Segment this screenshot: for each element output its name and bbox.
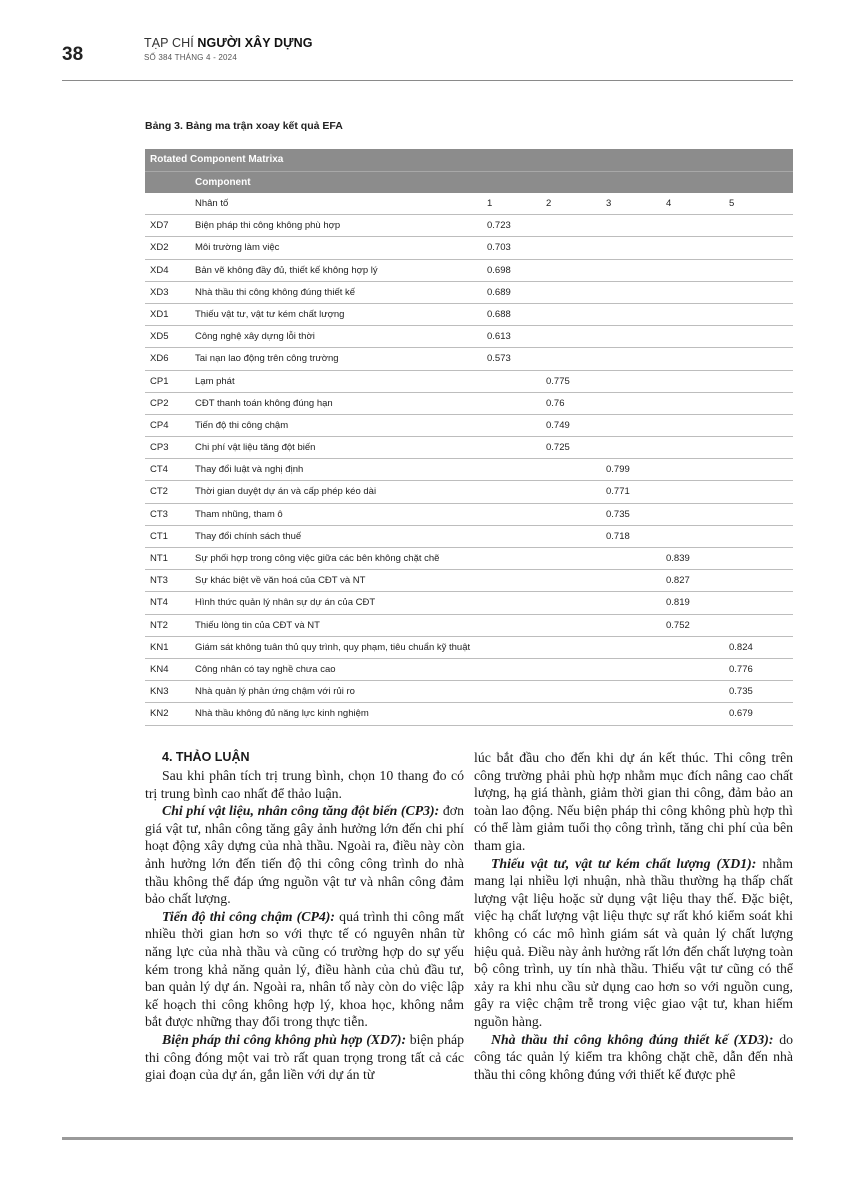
table-header-cell: 2 — [546, 198, 552, 209]
table-cell-code: XD3 — [150, 286, 169, 298]
table-cell-v5 — [729, 415, 789, 436]
table-cell-name: Thiếu lòng tin của CĐT và NT — [195, 619, 320, 631]
table-cell-name: Nhà thầu thi công không đúng thiết kế — [195, 286, 356, 298]
table-cell-code: KN1 — [150, 641, 169, 653]
table-row — [145, 703, 793, 725]
table-row — [145, 659, 793, 681]
table-cell-v3 — [606, 215, 666, 236]
table-cell-v4: 0.827 — [666, 575, 690, 587]
table-cell-code: XD7 — [150, 220, 169, 232]
table-cell-v2 — [546, 548, 606, 569]
table-cell-v2 — [546, 504, 606, 525]
table-cell-name: Nhà thầu không đủ năng lực kinh nghiệm — [195, 708, 369, 720]
paragraph-intro: Sau khi phân tích trị trung bình, chọn 10 thang đo có trị trung bình cao nhất để thảo luận. — [145, 768, 464, 801]
table-cell-v5: 0.824 — [729, 641, 753, 653]
table-row — [145, 393, 793, 415]
table-cell-v5 — [729, 504, 789, 525]
table-cell-code: NT4 — [150, 597, 168, 609]
table-row — [145, 548, 793, 570]
table-cell-v3 — [606, 703, 666, 724]
table-cell-v5: 0.776 — [729, 663, 753, 675]
paragraph-lead: Biện pháp thi công không phù hợp (XD7): — [162, 1031, 407, 1047]
table-cell-v2 — [546, 304, 606, 325]
table-cell-name: Giám sát không tuân thủ quy trình, quy phạm, tiêu chuẩn kỹ thuật — [195, 641, 471, 653]
table-cell-name: Thay đổi luật và nghị định — [195, 464, 304, 476]
table-cell-v3 — [606, 659, 666, 680]
table-cell-v2 — [546, 703, 606, 724]
table-row — [145, 504, 793, 526]
table-cell-v1 — [487, 659, 546, 680]
table-cell-name: Thời gian duyệt dự án và cấp phép kéo dài — [195, 486, 377, 498]
table-cell-v4 — [666, 304, 729, 325]
table-cell-v2 — [546, 592, 606, 613]
table-header-title: Rotated Component Matrixa — [145, 149, 793, 171]
table-header-cell: 3 — [606, 198, 612, 209]
table-cell-v1: 0.688 — [487, 308, 511, 320]
table-cell-v1 — [487, 504, 546, 525]
table-header-cell — [145, 193, 195, 214]
table-row — [145, 615, 793, 637]
table-cell-v1 — [487, 481, 546, 502]
table-cell-v2: 0.775 — [546, 375, 570, 387]
table-cell-code: KN4 — [150, 663, 169, 675]
table-cell-v3 — [606, 637, 666, 658]
paragraph-lead: Thiếu vật tư, vật tư kém chất lượng (XD1): — [491, 855, 757, 871]
table-cell-v5 — [729, 371, 789, 392]
table-cell-v3 — [606, 393, 666, 414]
table-body — [145, 215, 793, 725]
table-cell-v4 — [666, 415, 729, 436]
header-divider — [62, 80, 793, 81]
table-cell-v5 — [729, 215, 789, 236]
table-cell-v4 — [666, 348, 729, 369]
table-cell-v3 — [606, 592, 666, 613]
table-cell-v5 — [729, 260, 789, 281]
table-cell-v1: 0.573 — [487, 353, 511, 365]
table-cell-v2: 0.749 — [546, 419, 570, 431]
table-row — [145, 459, 793, 481]
table-cell-v5 — [729, 592, 789, 613]
table-cell-code: XD6 — [150, 353, 169, 365]
table-cell-name: Tai nạn lao động trên công trường — [195, 353, 339, 365]
paragraph-cp4 — [145, 908, 464, 1031]
table-cell-v4 — [666, 526, 729, 547]
table-cell-v3 — [606, 548, 666, 569]
page-number: 38 — [62, 44, 84, 65]
table-cell-v3 — [606, 371, 666, 392]
table-cell-name: Chi phí vật liệu tăng đột biến — [195, 442, 316, 454]
table-cell-v5 — [729, 570, 789, 591]
table-cell-v1: 0.703 — [487, 242, 511, 254]
table-cell-v2 — [546, 348, 606, 369]
table-cell-v5: 0.679 — [729, 708, 753, 720]
table-cell-v4 — [666, 215, 729, 236]
table-cell-code: CT1 — [150, 530, 168, 542]
table-header-component: Component — [145, 171, 793, 193]
journal-name — [144, 36, 313, 50]
table-cell-code: KN3 — [150, 686, 169, 698]
table-cell-code: KN2 — [150, 708, 169, 720]
table-cell-v1 — [487, 570, 546, 591]
table-cell-name: Môi trường làm việc — [195, 242, 280, 254]
table-cell-v1 — [487, 681, 546, 702]
table-cell-v2: 0.76 — [546, 397, 565, 409]
table-cell-v5 — [729, 459, 789, 480]
paragraph-lead: Nhà thầu thi công không đúng thiết kế (XD3): — [491, 1031, 774, 1047]
table-cell-v4 — [666, 282, 729, 303]
table-row — [145, 348, 793, 370]
table-caption: Bảng 3. Bảng ma trận xoay kết quả EFA — [145, 120, 343, 132]
table-cell-name: Sự khác biệt về văn hoá của CĐT và NT — [195, 575, 366, 587]
table-cell-name: Biện pháp thi công không phù hợp — [195, 220, 341, 232]
table-cell-v4 — [666, 326, 729, 347]
table-cell-code: CP3 — [150, 442, 169, 454]
table-cell-v4 — [666, 437, 729, 458]
table-cell-v2 — [546, 481, 606, 502]
table-cell-v5 — [729, 615, 789, 636]
table-cell-v3 — [606, 304, 666, 325]
table-cell-v2 — [546, 526, 606, 547]
table-row — [145, 570, 793, 592]
table-cell-name: Nhà quản lý phản ứng chậm với rủi ro — [195, 686, 355, 698]
table-cell-name: CĐT thanh toán không đúng hạn — [195, 397, 333, 409]
table-header-cell: Nhân tố — [195, 198, 229, 209]
table-cell-v2 — [546, 237, 606, 258]
table-row — [145, 371, 793, 393]
table-cell-v1 — [487, 703, 546, 724]
paragraph-body: quá trình thi công mất nhiều thời gian hơn so với thực tế có nguyên nhân từ năng lực của nhà thầu và cũng có trường hợp do sự yếu kém trong khả năng quản lý, điều hành của chủ đầu tư, ban quản lý dự án. Ngoài ra, nhân tố này còn do việc lập kế hoạch thi công không hợp lý, khoa học, không nắm bắt được những thay đổi trong thực tiễn. — [145, 908, 464, 1030]
table-cell-v5 — [729, 282, 789, 303]
table-cell-v2 — [546, 637, 606, 658]
table-cell-v5: 0.735 — [729, 686, 753, 698]
table-cell-code: CT3 — [150, 508, 168, 520]
table-cell-v2 — [546, 615, 606, 636]
table-row — [145, 215, 793, 237]
table-cell-v1 — [487, 459, 546, 480]
table-cell-v2 — [546, 260, 606, 281]
table-cell-v3 — [606, 570, 666, 591]
table-cell-v5 — [729, 237, 789, 258]
table-cell-v4 — [666, 659, 729, 680]
table-cell-v5 — [729, 304, 789, 325]
paragraph-lead: Chi phí vật liệu, nhân công tăng đột biến (CP3): — [162, 803, 440, 819]
table-row — [145, 681, 793, 703]
table-cell-v5 — [729, 548, 789, 569]
table-cell-v2 — [546, 681, 606, 702]
table-cell-v3 — [606, 260, 666, 281]
table-row — [145, 282, 793, 304]
table-header-cell: 1 — [487, 198, 493, 209]
table-cell-v3: 0.718 — [606, 530, 630, 542]
table-cell-v5 — [729, 481, 789, 502]
table-cell-v5 — [729, 326, 789, 347]
table-cell-v1 — [487, 592, 546, 613]
table-cell-v4: 0.752 — [666, 619, 690, 631]
journal-prefix: TẠP CHÍ — [144, 36, 194, 50]
table-cell-code: CP1 — [150, 375, 169, 387]
table-header-cell: 5 — [729, 198, 735, 209]
table-cell-v3 — [606, 437, 666, 458]
table-cell-v1 — [487, 526, 546, 547]
table-cell-v1 — [487, 548, 546, 569]
footer-divider — [62, 1137, 793, 1140]
table-cell-v2 — [546, 659, 606, 680]
table-cell-name: Lạm phát — [195, 375, 235, 387]
table-cell-v4: 0.819 — [666, 597, 690, 609]
paragraph-body: biện pháp thi công đóng một vai trò rất quan trọng trong tất cả các giai đoạn của dự án, gắn liền với dự án từ — [145, 1031, 464, 1083]
table-cell-name: Bản vẽ không đầy đủ, thiết kế không hợp lý — [195, 264, 378, 276]
article-column-left — [145, 749, 464, 1084]
paragraph-cp3 — [145, 802, 464, 908]
table-cell-v4 — [666, 481, 729, 502]
table-cell-v1 — [487, 637, 546, 658]
table-row — [145, 237, 793, 259]
table-cell-code: CP4 — [150, 419, 169, 431]
table-cell-v3 — [606, 415, 666, 436]
table-cell-v2 — [546, 326, 606, 347]
table-cell-v4 — [666, 371, 729, 392]
table-cell-v1: 0.698 — [487, 264, 511, 276]
table-cell-name: Thay đổi chính sách thuế — [195, 530, 302, 542]
table-cell-code: CT2 — [150, 486, 168, 498]
table-cell-v2 — [546, 282, 606, 303]
table-cell-v3 — [606, 681, 666, 702]
table-cell-v4 — [666, 504, 729, 525]
table-cell-v3 — [606, 615, 666, 636]
paragraph-body: do công tác quản lý kiểm tra không chặt chẽ, dẫn đến nhà thầu thi công không đúng với thiết kế được phê — [474, 1031, 793, 1082]
table-cell-code: NT3 — [150, 575, 168, 587]
table-cell-v3 — [606, 348, 666, 369]
table-cell-code: CT4 — [150, 464, 168, 476]
table-cell-code: XD1 — [150, 308, 169, 320]
table-cell-v5 — [729, 348, 789, 369]
table-cell-name: Tham nhũng, tham ô — [195, 508, 283, 520]
table-cell-v4 — [666, 681, 729, 702]
table-row — [145, 304, 793, 326]
table-row — [145, 592, 793, 614]
table-cell-name: Thiếu vật tư, vật tư kém chất lượng — [195, 308, 345, 320]
table-cell-v4 — [666, 260, 729, 281]
table-cell-v1: 0.689 — [487, 286, 511, 298]
table-row — [145, 260, 793, 282]
paragraph-xd3 — [474, 1031, 793, 1084]
table-cell-v3 — [606, 326, 666, 347]
efa-table — [145, 149, 793, 726]
table-column-header-row — [145, 193, 793, 215]
table-cell-v4 — [666, 237, 729, 258]
table-cell-v1 — [487, 371, 546, 392]
table-row — [145, 326, 793, 348]
table-row — [145, 437, 793, 459]
section-title: 4. THẢO LUẬN — [162, 750, 250, 764]
table-cell-v1 — [487, 415, 546, 436]
table-cell-v4 — [666, 393, 729, 414]
table-cell-v5 — [729, 526, 789, 547]
journal-issue: SỐ 384 THÁNG 4 - 2024 — [144, 53, 237, 62]
table-cell-v4 — [666, 703, 729, 724]
table-cell-name: Hình thức quản lý nhân sự dự án của CĐT — [195, 597, 376, 609]
table-cell-code: XD5 — [150, 331, 169, 343]
table-row — [145, 637, 793, 659]
table-cell-name: Sự phối hợp trong công việc giữa các bên không chặt chẽ — [195, 553, 440, 564]
table-row — [145, 415, 793, 437]
table-cell-v4: 0.839 — [666, 553, 690, 564]
table-cell-code: NT1 — [150, 553, 168, 564]
table-header-cell: 4 — [666, 198, 672, 209]
table-cell-v1 — [487, 615, 546, 636]
table-cell-v3: 0.799 — [606, 464, 630, 476]
table-cell-v1: 0.613 — [487, 331, 511, 343]
table-cell-v5 — [729, 437, 789, 458]
table-cell-code: NT2 — [150, 619, 168, 631]
paragraph-body: nhằm mang lại nhiều lợi nhuận, nhà thầu thường hạ thấp chất lượng vật liệu hoặc sử dụng vật liệu thay thế. Đặc biệt, việc hạ chất lượng vật liệu thực sự rất khó kiểm soát khi không có các mô hình giám sát và quản lý chất lượng hiệu quả. Điều này ảnh hưởng rất lớn đến chất lượng toàn bộ công trình, uy tín nhà thầu. Thiếu vật tư cũng có thể xảy ra khi nhu cầu sử dụng cao hơn so với nguồn cung, gây ra việc chậm trễ trong việc giao vật tư, khan hiếm nguồn hàng. — [474, 855, 794, 1029]
table-cell-v2 — [546, 459, 606, 480]
table-cell-name: Công nghệ xây dựng lỗi thời — [195, 331, 315, 343]
table-cell-v1: 0.723 — [487, 220, 511, 232]
table-cell-v4 — [666, 459, 729, 480]
table-row — [145, 481, 793, 503]
paragraph-xd7 — [145, 1031, 464, 1084]
table-cell-code: CP2 — [150, 397, 169, 409]
paragraph-lead: Tiến độ thi công chậm (CP4): — [162, 908, 335, 924]
journal-title: NGƯỜI XÂY DỰNG — [197, 36, 313, 50]
table-cell-v2 — [546, 570, 606, 591]
paragraph-xd1 — [474, 855, 793, 1031]
table-cell-name: Tiến độ thi công chậm — [195, 419, 289, 431]
table-cell-v3 — [606, 282, 666, 303]
table-row — [145, 526, 793, 548]
table-cell-v4 — [666, 637, 729, 658]
journal-header — [144, 36, 313, 62]
table-cell-code: XD4 — [150, 264, 169, 276]
table-cell-code: XD2 — [150, 242, 169, 254]
table-cell-v3: 0.735 — [606, 508, 630, 520]
table-cell-v2 — [546, 215, 606, 236]
paragraph-body: đơn giá vật tư, nhân công tăng gây ảnh hưởng lớn đến chi phí hoạt động xây dựng của nhà thầu. Ngoài ra, điều này còn ảnh hưởng lớn đến tiến độ thi công công trình do nhà thầu không thể đáp ứng nguồn vật tư và nhân công đảm bảo chất lượng. — [145, 803, 464, 907]
table-cell-name: Công nhân có tay nghề chưa cao — [195, 663, 336, 675]
table-cell-v5 — [729, 393, 789, 414]
table-cell-v2: 0.725 — [546, 442, 570, 454]
table-cell-v3: 0.771 — [606, 486, 630, 498]
table-cell-v3 — [606, 237, 666, 258]
article-column-right — [474, 749, 793, 1083]
table-cell-v1 — [487, 437, 546, 458]
table-cell-v1 — [487, 393, 546, 414]
paragraph-xd7-continued: lúc bắt đầu cho đến khi dự án kết thúc. Thi công trên công trường phải phù hợp nhằm mục đích nâng cao chất lượng, hạ giá thành, giảm thời gian thi công, đảm bảo an toàn lao động. Nếu biện pháp thi công không phù hợp thì có thể làm giảm tuổi thọ công trình, tăng chi phí của bên tham gia. — [474, 750, 793, 853]
